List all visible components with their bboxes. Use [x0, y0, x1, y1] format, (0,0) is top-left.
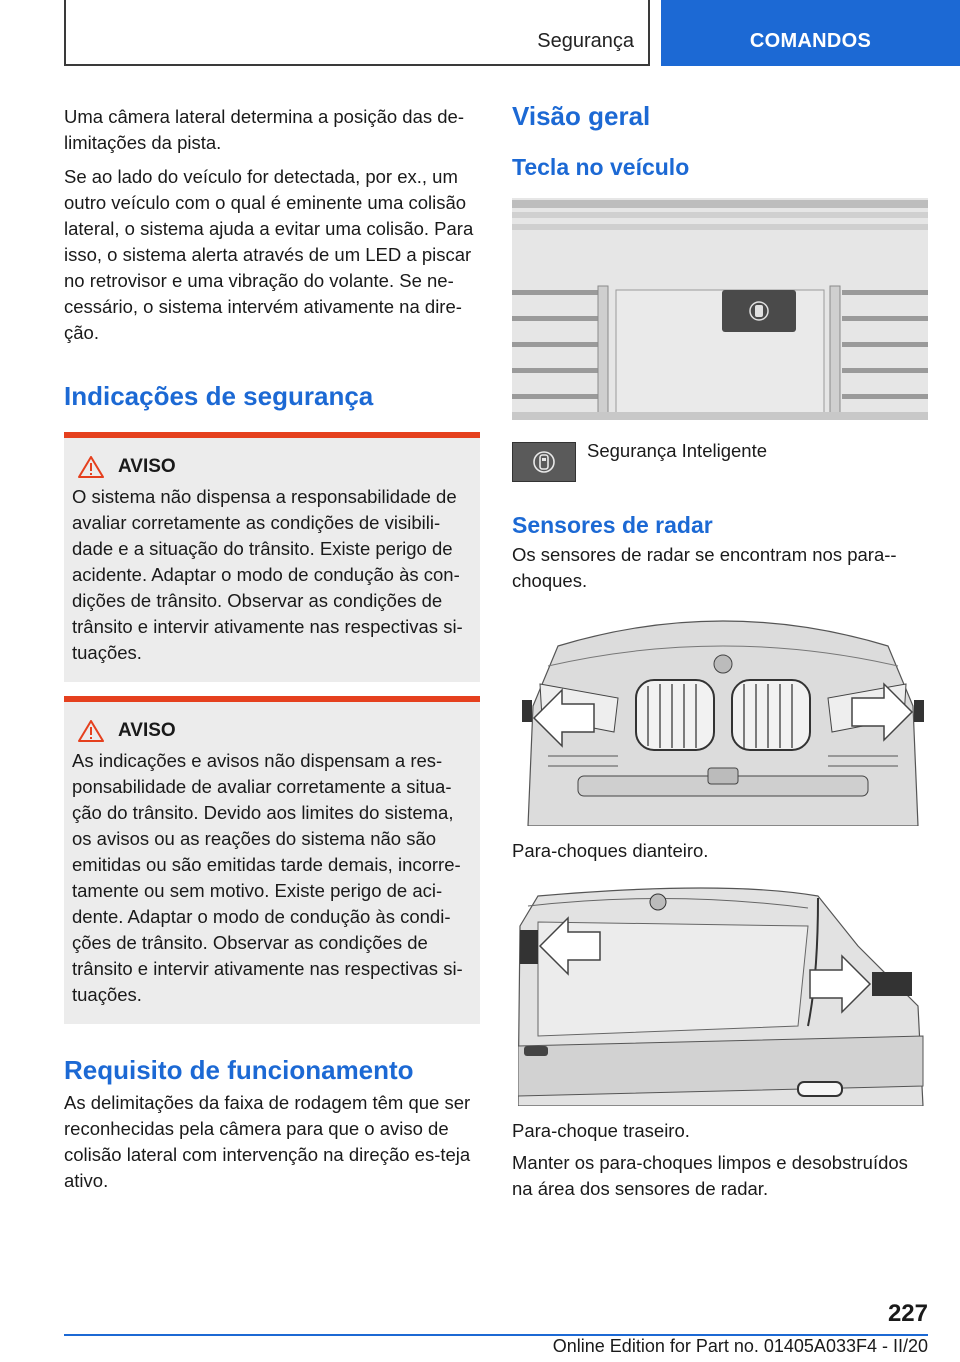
- header-chapter-label: COMANDOS: [749, 30, 872, 52]
- maintenance-text: Manter os para-choques limpos e desobstruídos na área dos sensores de radar.: [512, 1152, 908, 1199]
- warning-triangle-icon: [78, 720, 104, 742]
- front-bumper-caption: Para-choques dianteiro.: [512, 840, 709, 861]
- button-symbol-row: [512, 438, 928, 482]
- rear-bumper-illustration: [518, 886, 928, 1106]
- intelligent-safety-button: [512, 442, 576, 482]
- warning-box-1: [64, 432, 480, 682]
- page-number: 227: [887, 1300, 928, 1327]
- warning-triangle-icon: [78, 456, 104, 478]
- safety-heading: Indicações de segurança: [64, 381, 374, 411]
- header-chapter-tab: [661, 0, 960, 66]
- left-column: [64, 104, 480, 1202]
- header-section-label: Segurança: [537, 30, 634, 52]
- overview-heading: Visão geral: [512, 101, 651, 131]
- requirement-text: As delimitações da faixa de rodagem têm que ser reconhecidas pela câmera para que o aviso de colisão lateral com intervenção na direção es-teja ativo.: [64, 1092, 471, 1191]
- header-section-tab: [64, 0, 650, 66]
- right-column: [512, 100, 928, 1210]
- radar-heading: Sensores de radar: [512, 512, 713, 538]
- radar-text: Os sensores de radar se encontram nos para--choques.: [512, 544, 897, 591]
- warning-box-2: [64, 696, 480, 1024]
- intelligent-safety-icon: [532, 450, 556, 474]
- front-bumper-illustration: [518, 606, 928, 826]
- warning-2-text: As indicações e avisos não dispensam a res-ponsabilidade de avaliar corretamente a situa-ção do trânsito. Devido aos limites do sistema, os avisos ou as reações do sistema não são emitidas ou são emitidas tarde demais, incorre-tamente ou sem motivo. Existe perigo de aci-dente. Adaptar o modo de condução às condi-ções de trânsito. Observar as condições de trânsito e intervir ativamente nas respectivas si-tuações.: [72, 750, 463, 1005]
- intro-paragraph-2: Se ao lado do veículo for detectada, por ex., um outro veículo com o qual é eminente uma colisão lateral, o sistema ajuda a evitar uma colisão. Para isso, o sistema alerta através de um LED a piscar no retrovisor e uma vibração do volante. Se ne-cessário, o sistema intervém ativamente na dire-ção.: [64, 166, 474, 343]
- warning-1-title: AVISO: [118, 456, 176, 477]
- button-label: Segurança Inteligente: [587, 440, 767, 461]
- intro-paragraph-1: Uma câmera lateral determina a posição das de-limitações da pista.: [64, 106, 464, 153]
- rear-bumper-caption: Para-choque traseiro.: [512, 1120, 690, 1141]
- edition-info: Online Edition for Part no. 01405A033F4 - II/20: [552, 1336, 928, 1356]
- warning-1-text: O sistema não dispensa a responsabilidade de avaliar corretamente as condições de visibili-dade e a situação do trânsito. Existe perigo de acidente. Adaptar o modo de condução às con-dições de trânsito. Observar as condições de trânsito e intervir ativamente nas respectivas si-tuações.: [72, 486, 463, 663]
- button-heading: Tecla no veículo: [512, 154, 690, 180]
- warning-2-title: AVISO: [118, 720, 176, 741]
- requirement-heading: Requisito de funcionamento: [64, 1055, 414, 1085]
- dashboard-button-illustration: [512, 198, 928, 420]
